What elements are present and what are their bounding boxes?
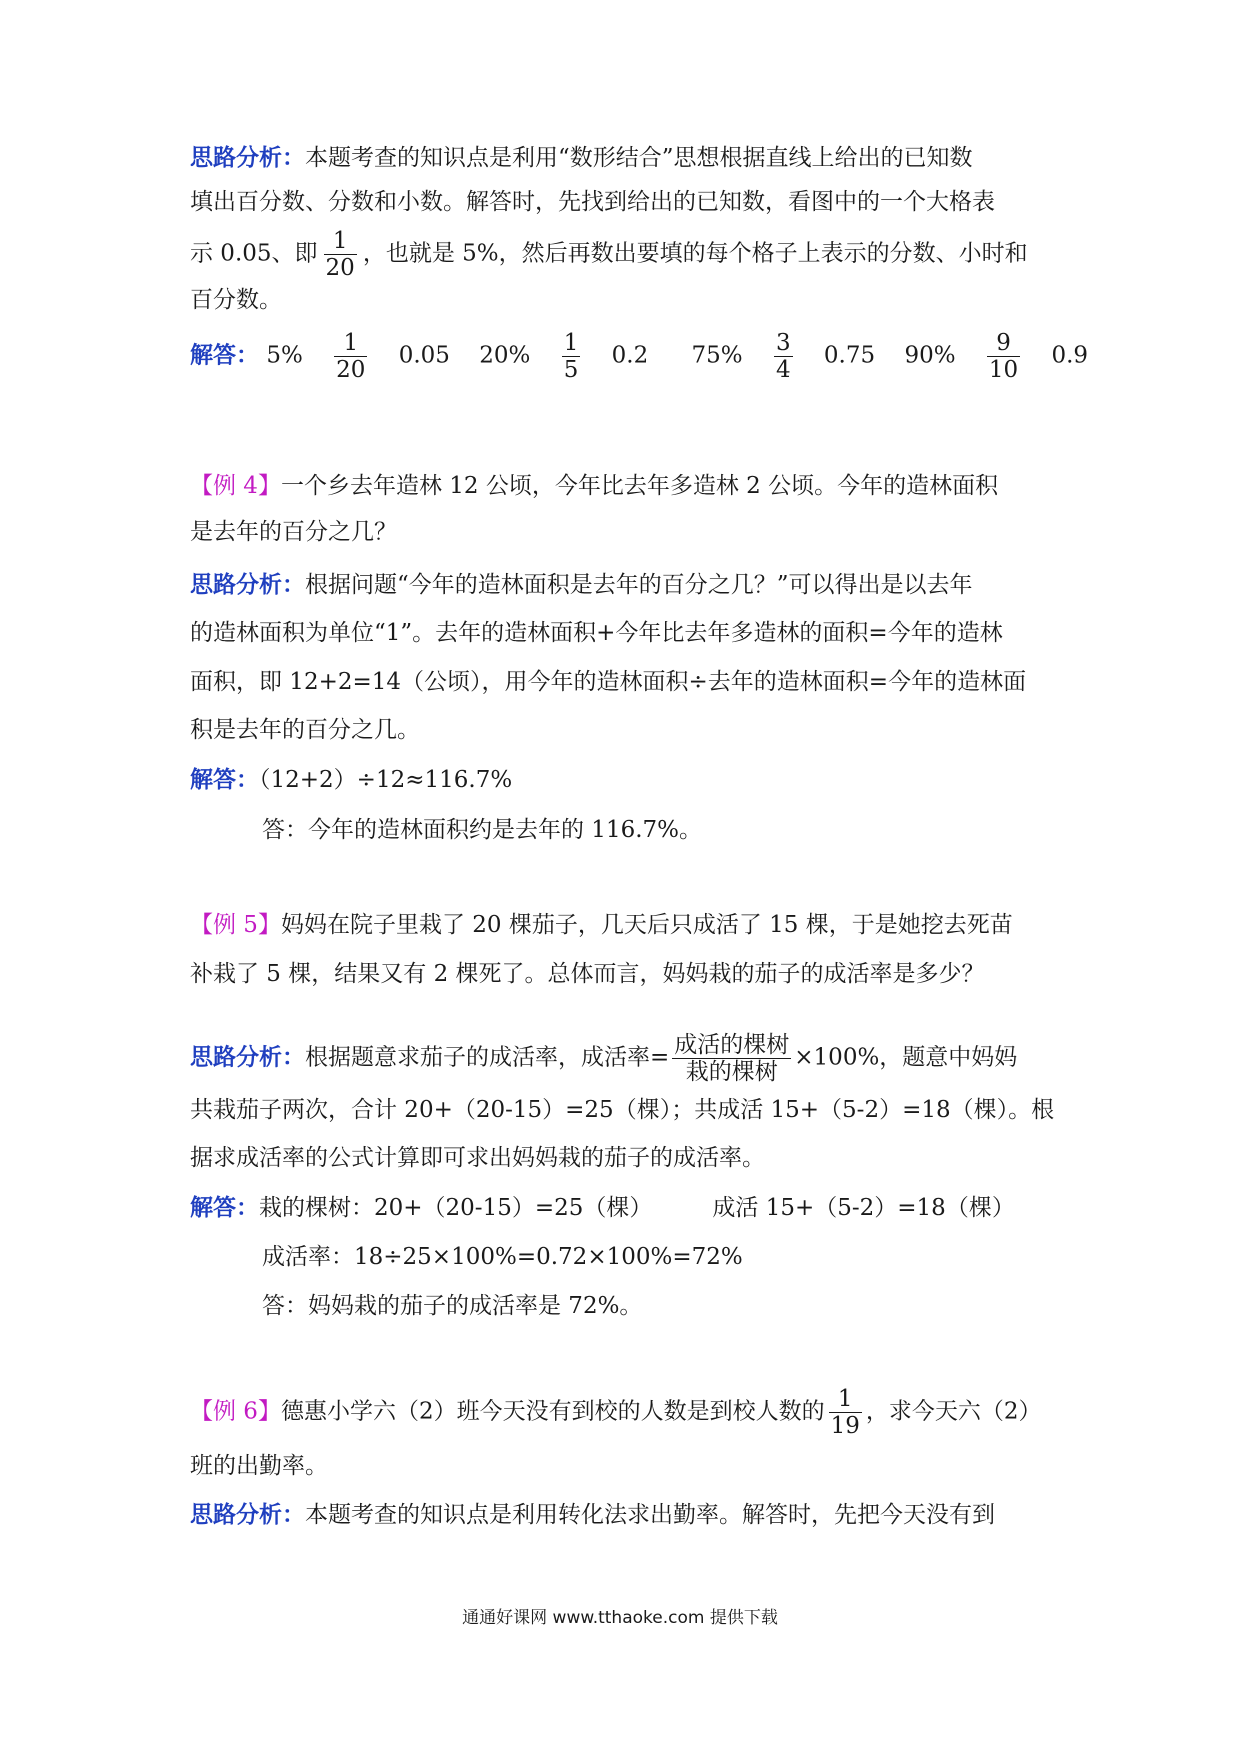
example-4-question <box>190 469 1060 503</box>
fraction-numerator: 1 <box>837 1386 853 1412</box>
fraction-denominator: 5 <box>563 357 579 383</box>
text-line: 补栽了 5 棵，结果又有 2 棵死了。总体而言，妈妈栽的茄子的成活率是多少？ <box>190 961 985 987</box>
analysis-label: 思路分析： <box>190 144 305 171</box>
fraction <box>829 1386 862 1439</box>
text-line: 的造林面积为单位“1”。去年的造林面积+今年比去年多造林的面积=今年的造林 <box>190 620 1003 646</box>
answer-label: 解答： <box>190 1194 259 1221</box>
text-segment: 示 0.05、即 <box>190 240 318 267</box>
example-5-solution <box>190 1191 1060 1225</box>
answer-percent: 75% <box>691 342 743 369</box>
example-6-analysis <box>190 1498 1060 1532</box>
fraction-numerator: 1 <box>343 330 359 356</box>
fraction-numerator: 成活的棵树 <box>674 1032 790 1058</box>
text-segment: 根据题意求茄子的成活率，成活率= <box>305 1044 670 1071</box>
analysis-paragraph <box>190 141 1060 175</box>
example-6-tag: 【例 6】 <box>190 1398 281 1425</box>
text-line: 本题考查的知识点是利用“数形结合”思想根据直线上给出的已知数 <box>305 145 973 171</box>
fraction-numerator: 1 <box>563 330 579 356</box>
text-line: 百分数。 <box>190 287 282 313</box>
page-footer: 通通好课网 www.tthaoke.com 提供下载 <box>462 1608 778 1628</box>
fraction-denominator: 20 <box>325 255 355 281</box>
answer-row <box>190 330 1089 383</box>
solution-step: 成活 15+（5-2）=18（棵） <box>712 1195 1015 1221</box>
answer-decimal: 0.2 <box>611 342 649 369</box>
analysis-label: 思路分析： <box>190 1043 305 1071</box>
analysis-label: 思路分析： <box>190 1501 305 1528</box>
answer-percent: 20% <box>479 342 531 369</box>
text-line: 班的出勤率。 <box>190 1453 328 1479</box>
example-4-solution <box>190 763 1060 797</box>
answer-label: 解答： <box>190 766 259 793</box>
fraction <box>324 228 357 281</box>
analysis-label: 思路分析： <box>190 571 305 598</box>
text-segment: ，求今天六（2） <box>865 1398 1042 1425</box>
solution-step: 成活率：18÷25×100%=0.72×100%=72% <box>262 1244 743 1270</box>
fraction-numerator: 1 <box>332 228 348 254</box>
solution-step: （12+2）÷12≈116.7% <box>259 767 513 793</box>
text-line: 共栽茄子两次，合计 20+（20-15）=25（棵）；共成活 15+（5-2）=18（棵）。根 <box>190 1097 1055 1123</box>
example-4-analysis <box>190 568 1060 602</box>
answer-label: 解答： <box>190 341 259 369</box>
fraction-numerator: 9 <box>996 330 1011 356</box>
fraction-denominator: 19 <box>830 1413 860 1439</box>
answer-fraction <box>987 330 1020 383</box>
text-segment: ，也就是 5%，然后再数出要填的每个格子上表示的分数、小时和 <box>362 240 1028 267</box>
example-5-analysis <box>190 1032 1060 1085</box>
text-line: 据求成活率的公式计算即可求出妈妈栽的茄子的成活率。 <box>190 1145 765 1171</box>
final-answer: 答：今年的造林面积约是去年的 116.7%。 <box>262 817 703 843</box>
answer-decimal: 0.9 <box>1051 342 1089 369</box>
text-line: 一个乡去年造林 12 公顷，今年比去年多造林 2 公顷。今年的造林面积 <box>280 473 999 499</box>
example-5-question <box>190 908 1060 942</box>
text-line: 根据问题“今年的造林面积是去年的百分之几？”可以得出是以去年 <box>305 572 973 598</box>
answer-fraction <box>334 330 367 383</box>
text-segment: 德惠小学六（2）班今天没有到校的人数是到校人数的 <box>280 1398 825 1425</box>
answer-percent: 90% <box>904 342 956 369</box>
text-line: 妈妈在院子里栽了 20 棵茄子，几天后只成活了 15 棵，于是她挖去死苗 <box>280 912 1013 938</box>
text-line: 积是去年的百分之几。 <box>190 717 420 743</box>
fraction-denominator: 栽的棵树 <box>672 1058 791 1085</box>
answer-decimal: 0.05 <box>398 342 450 369</box>
solution-step: 栽的棵树：20+（20-15）=25（棵） <box>259 1195 653 1221</box>
fraction-denominator: 4 <box>775 357 791 383</box>
text-line: 填出百分数、分数和小数。解答时，先找到给出的已知数，看图中的一个大格表 <box>190 189 995 215</box>
answer-fraction <box>562 330 581 383</box>
text-line: 本题考查的知识点是利用转化法求出勤率。解答时，先把今天没有到 <box>305 1502 995 1528</box>
fraction-denominator: 20 <box>336 357 366 383</box>
example-5-tag: 【例 5】 <box>190 912 281 938</box>
example-6-question <box>190 1386 1060 1439</box>
answer-fraction <box>774 330 793 383</box>
example-4-tag: 【例 4】 <box>190 473 281 499</box>
text-line: 面积，即 12+2=14（公顷），用今年的造林面积÷去年的造林面积=今年的造林面 <box>190 669 1027 695</box>
text-line: 是去年的百分之几？ <box>190 519 397 545</box>
text-segment: ×100%，题意中妈妈 <box>794 1044 1018 1071</box>
text-line-with-fraction <box>190 228 1060 281</box>
answer-percent: 5% <box>266 342 303 369</box>
answer-decimal: 0.75 <box>823 342 876 369</box>
rate-formula-fraction <box>672 1032 791 1085</box>
fraction-numerator: 3 <box>775 330 791 356</box>
final-answer: 答：妈妈栽的茄子的成活率是 72%。 <box>262 1293 643 1319</box>
fraction-denominator: 10 <box>988 357 1019 383</box>
